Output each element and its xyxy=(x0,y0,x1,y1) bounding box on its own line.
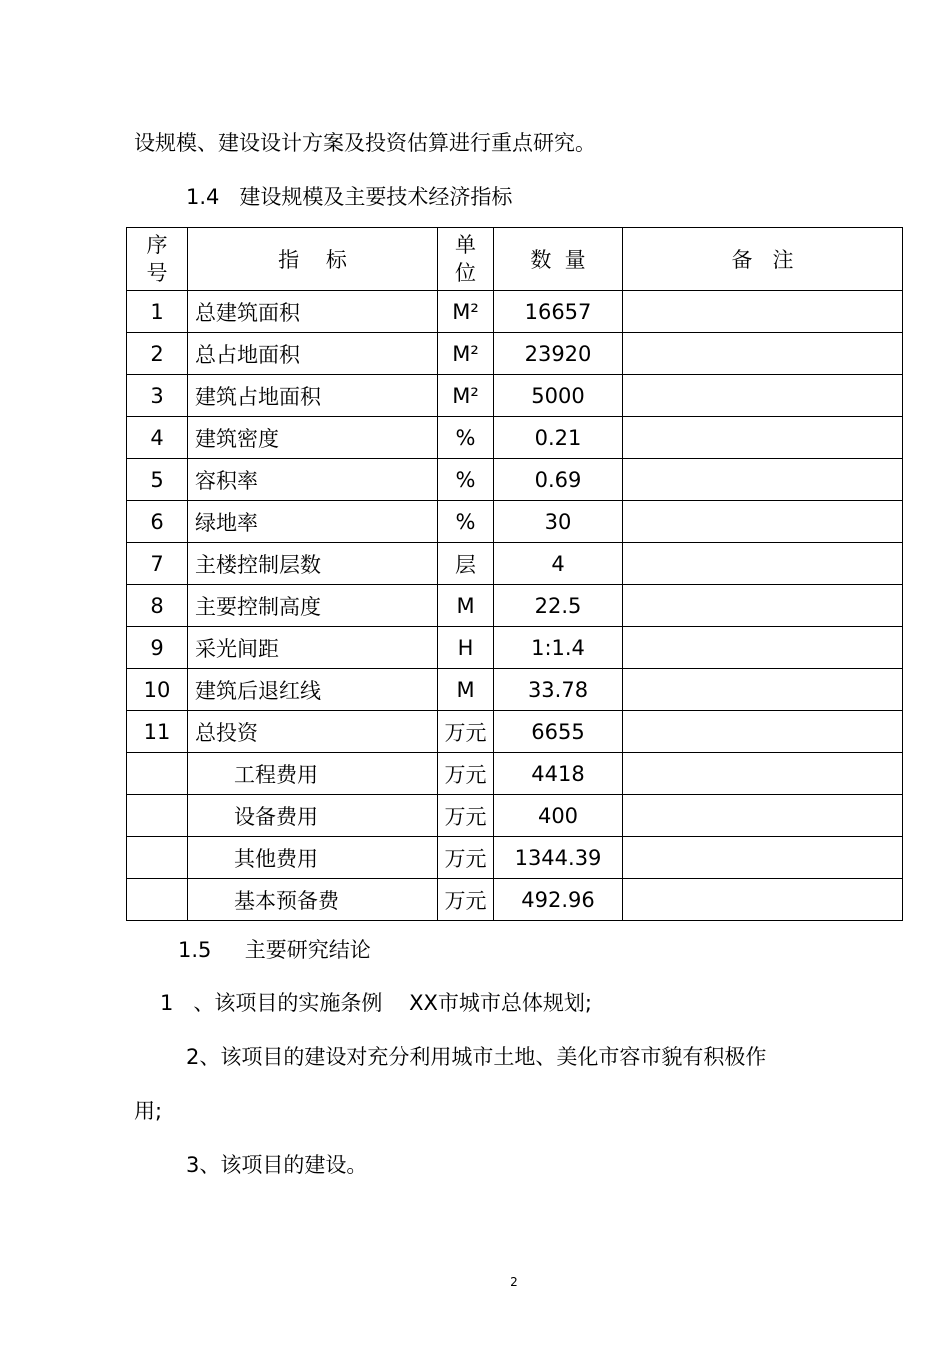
row-value: 492.96 xyxy=(494,879,623,921)
row-unit: H xyxy=(438,627,494,669)
row-indicator-name: 容积率 xyxy=(188,459,438,501)
row-note xyxy=(623,375,903,417)
header-indicator xyxy=(188,228,438,291)
row-indicator-name: 采光间距 xyxy=(188,627,438,669)
header-note xyxy=(623,228,903,291)
section-heading-1-4: 1.4 建设规模及主要技术经济指标 xyxy=(186,185,513,209)
header-quantity-label: 数 量 xyxy=(530,248,586,272)
row-indicator-name: 建筑后退红线 xyxy=(188,669,438,711)
table-row xyxy=(127,753,903,795)
row-serial-no: 5 xyxy=(127,459,188,501)
table-row xyxy=(127,501,903,543)
row-value: 5000 xyxy=(494,375,623,417)
row-indicator-name: 建筑占地面积 xyxy=(188,375,438,417)
row-indicator-name: 其他费用 xyxy=(188,837,438,879)
row-unit: 万元 xyxy=(438,837,494,879)
row-note xyxy=(623,585,903,627)
row-value: 0.21 xyxy=(494,417,623,459)
row-note xyxy=(623,837,903,879)
row-unit: M² xyxy=(438,375,494,417)
row-serial-no: 8 xyxy=(127,585,188,627)
row-note xyxy=(623,417,903,459)
header-unit-line2: 位 xyxy=(455,261,476,285)
row-indicator-name: 设备费用 xyxy=(188,795,438,837)
row-value: 1344.39 xyxy=(494,837,623,879)
table-header-row xyxy=(127,228,903,291)
row-serial-no: 3 xyxy=(127,375,188,417)
row-value: 6655 xyxy=(494,711,623,753)
table-row xyxy=(127,669,903,711)
row-unit: % xyxy=(438,459,494,501)
table-row xyxy=(127,837,903,879)
row-unit: M xyxy=(438,585,494,627)
header-unit xyxy=(438,228,494,291)
header-quantity xyxy=(494,228,623,291)
row-note xyxy=(623,669,903,711)
row-serial-no: 6 xyxy=(127,501,188,543)
row-serial-no xyxy=(127,795,188,837)
row-serial-no: 7 xyxy=(127,543,188,585)
conclusion-item-2: 2、该项目的建设对充分利用城市土地、美化市容市貌有积极作 xyxy=(186,1045,767,1069)
row-value: 1:1.4 xyxy=(494,627,623,669)
row-indicator-name: 工程费用 xyxy=(188,753,438,795)
row-value: 4 xyxy=(494,543,623,585)
row-indicator-name: 绿地率 xyxy=(188,501,438,543)
row-unit: 万元 xyxy=(438,753,494,795)
table-row xyxy=(127,459,903,501)
row-serial-no: 10 xyxy=(127,669,188,711)
header-serial-no xyxy=(127,228,188,291)
header-serial-no-line1: 序 xyxy=(146,233,168,257)
row-note xyxy=(623,543,903,585)
row-value: 22.5 xyxy=(494,585,623,627)
row-indicator-name: 建筑密度 xyxy=(188,417,438,459)
row-note xyxy=(623,753,903,795)
row-unit: % xyxy=(438,417,494,459)
row-note xyxy=(623,501,903,543)
row-serial-no xyxy=(127,879,188,921)
conclusion-item-2-continued: 用; xyxy=(134,1099,163,1123)
row-note xyxy=(623,879,903,921)
header-serial-no-line2: 号 xyxy=(146,261,168,285)
row-note xyxy=(623,711,903,753)
row-indicator-name: 主要控制高度 xyxy=(188,585,438,627)
row-note xyxy=(623,291,903,333)
page-number: 2 xyxy=(510,1275,518,1289)
row-serial-no: 9 xyxy=(127,627,188,669)
table-row xyxy=(127,333,903,375)
row-indicator-name: 基本预备费 xyxy=(188,879,438,921)
row-value: 30 xyxy=(494,501,623,543)
table-row xyxy=(127,711,903,753)
row-serial-no: 1 xyxy=(127,291,188,333)
indicator-table xyxy=(126,227,903,921)
row-serial-no: 2 xyxy=(127,333,188,375)
row-value: 4418 xyxy=(494,753,623,795)
table-row xyxy=(127,627,903,669)
row-value: 400 xyxy=(494,795,623,837)
row-note xyxy=(623,627,903,669)
table-body xyxy=(127,291,903,921)
conclusion-item-3: 3、该项目的建设。 xyxy=(186,1153,368,1177)
section-heading-1-5: 1.5 主要研究结论 xyxy=(178,938,371,962)
row-note xyxy=(623,459,903,501)
row-serial-no xyxy=(127,837,188,879)
row-indicator-name: 主楼控制层数 xyxy=(188,543,438,585)
table-row xyxy=(127,879,903,921)
row-unit: 万元 xyxy=(438,879,494,921)
table-row xyxy=(127,585,903,627)
table-row xyxy=(127,291,903,333)
row-indicator-name: 总建筑面积 xyxy=(188,291,438,333)
row-unit: 万元 xyxy=(438,711,494,753)
conclusion-item-1: 1 、该项目的实施条例 XX市城市总体规划; xyxy=(160,991,592,1015)
row-indicator-name: 总占地面积 xyxy=(188,333,438,375)
row-value: 16657 xyxy=(494,291,623,333)
row-unit: 层 xyxy=(438,543,494,585)
row-value: 33.78 xyxy=(494,669,623,711)
row-value: 23920 xyxy=(494,333,623,375)
row-serial-no xyxy=(127,753,188,795)
table-row xyxy=(127,543,903,585)
row-unit: % xyxy=(438,501,494,543)
intro-text: 设规模、建设设计方案及投资估算进行重点研究。 xyxy=(134,131,596,155)
table-row xyxy=(127,417,903,459)
table-row xyxy=(127,795,903,837)
row-unit: M² xyxy=(438,333,494,375)
row-indicator-name: 总投资 xyxy=(188,711,438,753)
row-unit: M² xyxy=(438,291,494,333)
row-serial-no: 4 xyxy=(127,417,188,459)
row-unit: 万元 xyxy=(438,795,494,837)
table-row xyxy=(127,375,903,417)
header-note-label: 备 注 xyxy=(731,248,794,272)
row-unit: M xyxy=(438,669,494,711)
row-note xyxy=(623,333,903,375)
row-serial-no: 11 xyxy=(127,711,188,753)
row-note xyxy=(623,795,903,837)
row-value: 0.69 xyxy=(494,459,623,501)
header-indicator-label: 指 标 xyxy=(278,248,347,272)
header-unit-line1: 单 xyxy=(455,233,476,257)
